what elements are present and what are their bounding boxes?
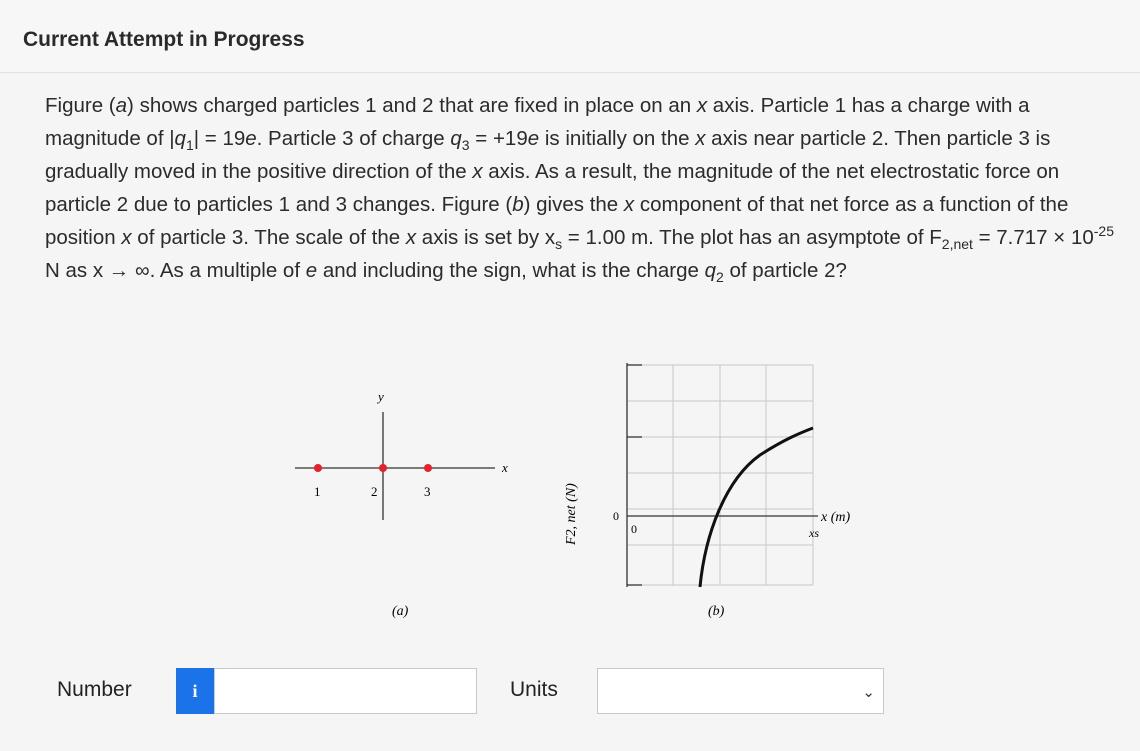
- info-icon[interactable]: i: [176, 668, 214, 714]
- particle-1-label: 1: [314, 484, 321, 499]
- particle-2-label: 2: [371, 484, 378, 499]
- physics-figure: [280, 355, 900, 635]
- header: [0, 0, 1140, 73]
- figure-b-xs-label: xs: [809, 526, 819, 540]
- force-curve: [700, 428, 813, 587]
- chevron-down-icon: ⌄: [862, 684, 875, 701]
- figure-b-caption: (b): [708, 604, 725, 619]
- units-label: Units: [510, 678, 558, 701]
- particle-3-label: 3: [424, 484, 431, 499]
- number-label: Number: [57, 678, 132, 701]
- figure-b-y-label: F2, net (N): [564, 483, 579, 545]
- figure-a: [295, 389, 508, 619]
- particle-2: [379, 464, 387, 472]
- page-title: Current Attempt in Progress: [23, 28, 305, 51]
- figure-b-x-label: x (m): [821, 510, 851, 525]
- question-text: Figure (a) shows charged particles 1 and 2 that are fixed in place on an x axis. Particle 1 has a charge with a magnitude of $|q_1| = 19e$. Particle 3 of charge $q_3 = +19e$ is initially on the x axis near particle 2. Then particle 3 is gradually moved in the positive direction of the x axis. As a result, the magnitude of the net electrostatic force on particle 2 due to particles 1 and 3 changes. Figure (b) gives the x component of that net force as a function of the position x of particle 3. The scale of the x axis is set by $x_s = 1.00$ m. The plot has an asymptote of $F_{2,net} = 7.717 \times 10^{-25}$ N as x → ∞. As a multiple of e and including the sign, what is the charge $q_2$ of particle 2?: [45, 94, 1114, 285]
- number-input[interactable]: [214, 668, 477, 714]
- figure-a-x-label: x: [502, 460, 508, 475]
- figure-b: [564, 363, 850, 619]
- units-select[interactable]: [597, 668, 884, 714]
- particle-1: [314, 464, 322, 472]
- figure-a-y-label: y: [378, 389, 384, 404]
- figure-b-grid: [627, 365, 813, 585]
- figure-a-caption: (a): [392, 604, 409, 619]
- particle-3: [424, 464, 432, 472]
- figure-b-zero-inside: 0: [631, 522, 637, 536]
- figure-b-zero-left: 0: [613, 509, 619, 523]
